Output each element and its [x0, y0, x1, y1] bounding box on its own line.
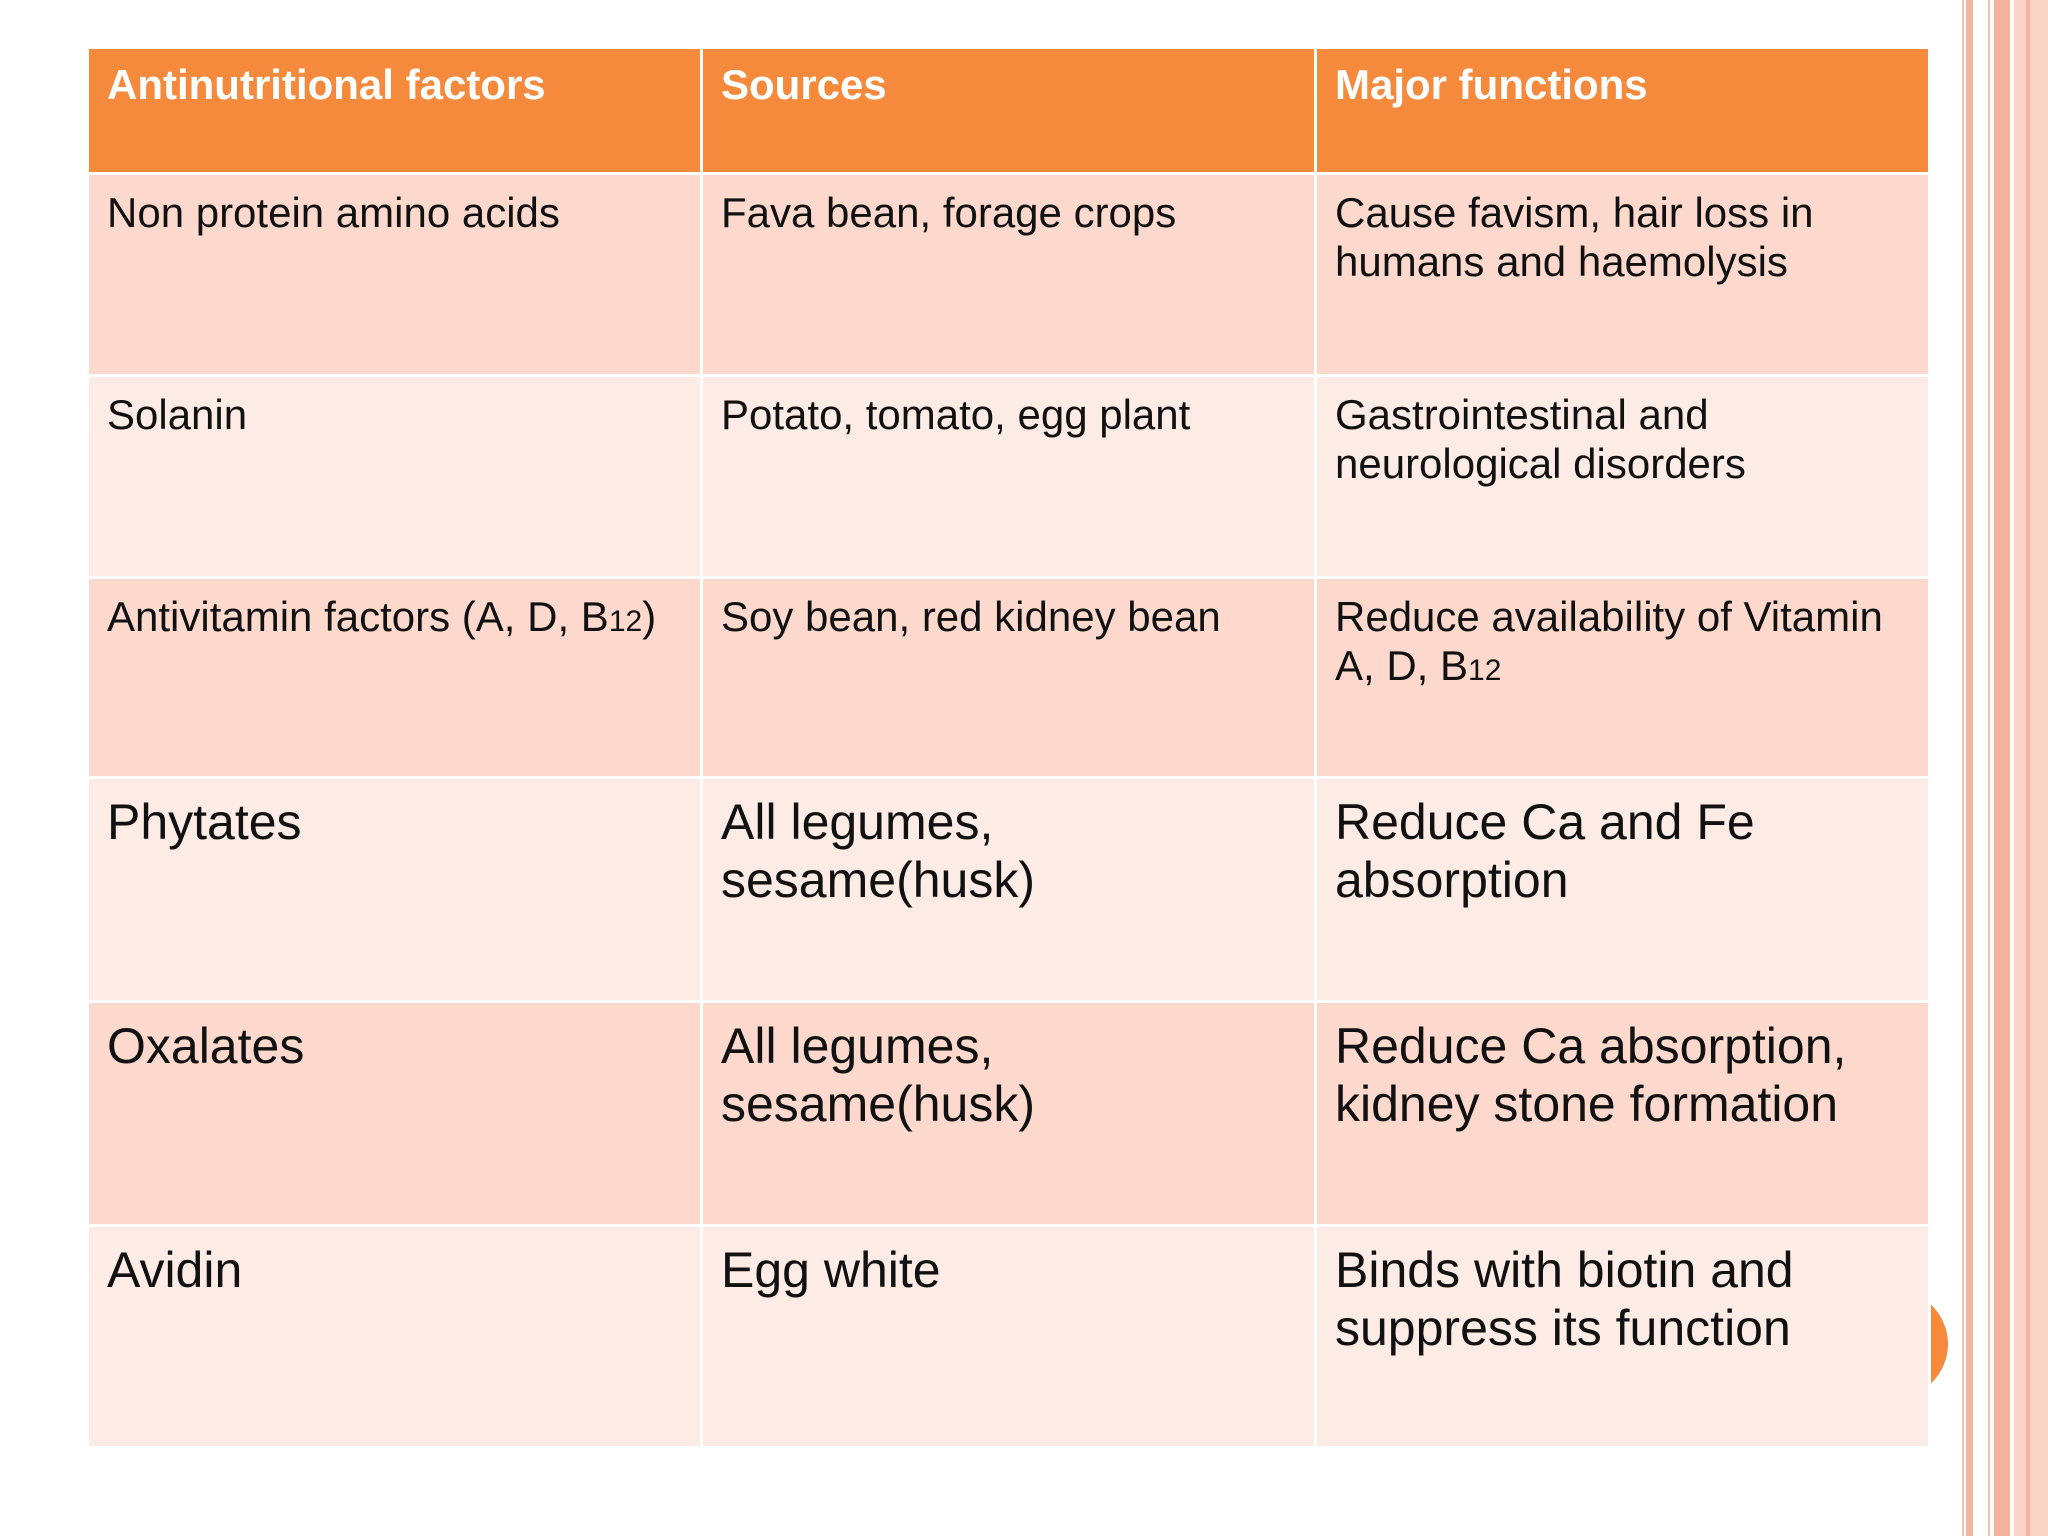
functions-text: Reduce availability of Vitamin A, D, B	[1335, 593, 1883, 689]
functions-cell	[1316, 578, 1930, 778]
table-row	[88, 376, 1930, 578]
table-row	[88, 778, 1930, 1002]
functions-cell: Cause favism, hair loss in humans and haemolysis	[1316, 174, 1930, 376]
factor-cell: Oxalates	[88, 1002, 702, 1226]
factor-cell: Non protein amino acids	[88, 174, 702, 376]
functions-cell: Reduce Ca and Fe absorption	[1316, 778, 1930, 1002]
antinutritional-factors-table	[86, 46, 1931, 1449]
header-functions: Major functions	[1316, 48, 1930, 174]
decor-stripe	[2026, 0, 2030, 1536]
sources-cell: All legumes, sesame(husk)	[702, 778, 1316, 1002]
functions-cell: Gastrointestinal and neurological disorders	[1316, 376, 1930, 578]
functions-cell: Reduce Ca absorption, kidney stone formation	[1316, 1002, 1930, 1226]
header-factors: Antinutritional factors	[88, 48, 702, 174]
factor-cell	[88, 578, 702, 778]
subscript-text: 12	[1468, 653, 1502, 687]
table-row	[88, 578, 1930, 778]
sources-cell: Fava bean, forage crops	[702, 174, 1316, 376]
subscript-text: 12	[608, 605, 643, 638]
table-row	[88, 174, 1930, 376]
sources-cell: Soy bean, red kidney bean	[702, 578, 1316, 778]
sources-cell: All legumes, sesame(husk)	[702, 1002, 1316, 1226]
factor-cell: Phytates	[88, 778, 702, 1002]
decor-stripe	[1994, 0, 2010, 1536]
decor-stripe	[1962, 0, 1964, 1536]
factor-cell: Solanin	[88, 376, 702, 578]
table-row	[88, 1002, 1930, 1226]
table-header-row	[88, 48, 1930, 174]
decor-stripe	[1966, 0, 1973, 1536]
sources-cell: Egg white	[702, 1226, 1316, 1448]
decor-stripe	[1988, 0, 1990, 1536]
factor-text-end: )	[642, 593, 657, 640]
header-sources: Sources	[702, 48, 1316, 174]
table-row	[88, 1226, 1930, 1448]
functions-cell: Binds with biotin and suppress its function	[1316, 1226, 1930, 1448]
factor-cell: Avidin	[88, 1226, 702, 1448]
sources-cell: Potato, tomato, egg plant	[702, 376, 1316, 578]
factor-text: Antivitamin factors (A, D, B	[107, 593, 609, 640]
decor-stripe	[2014, 0, 2048, 1536]
